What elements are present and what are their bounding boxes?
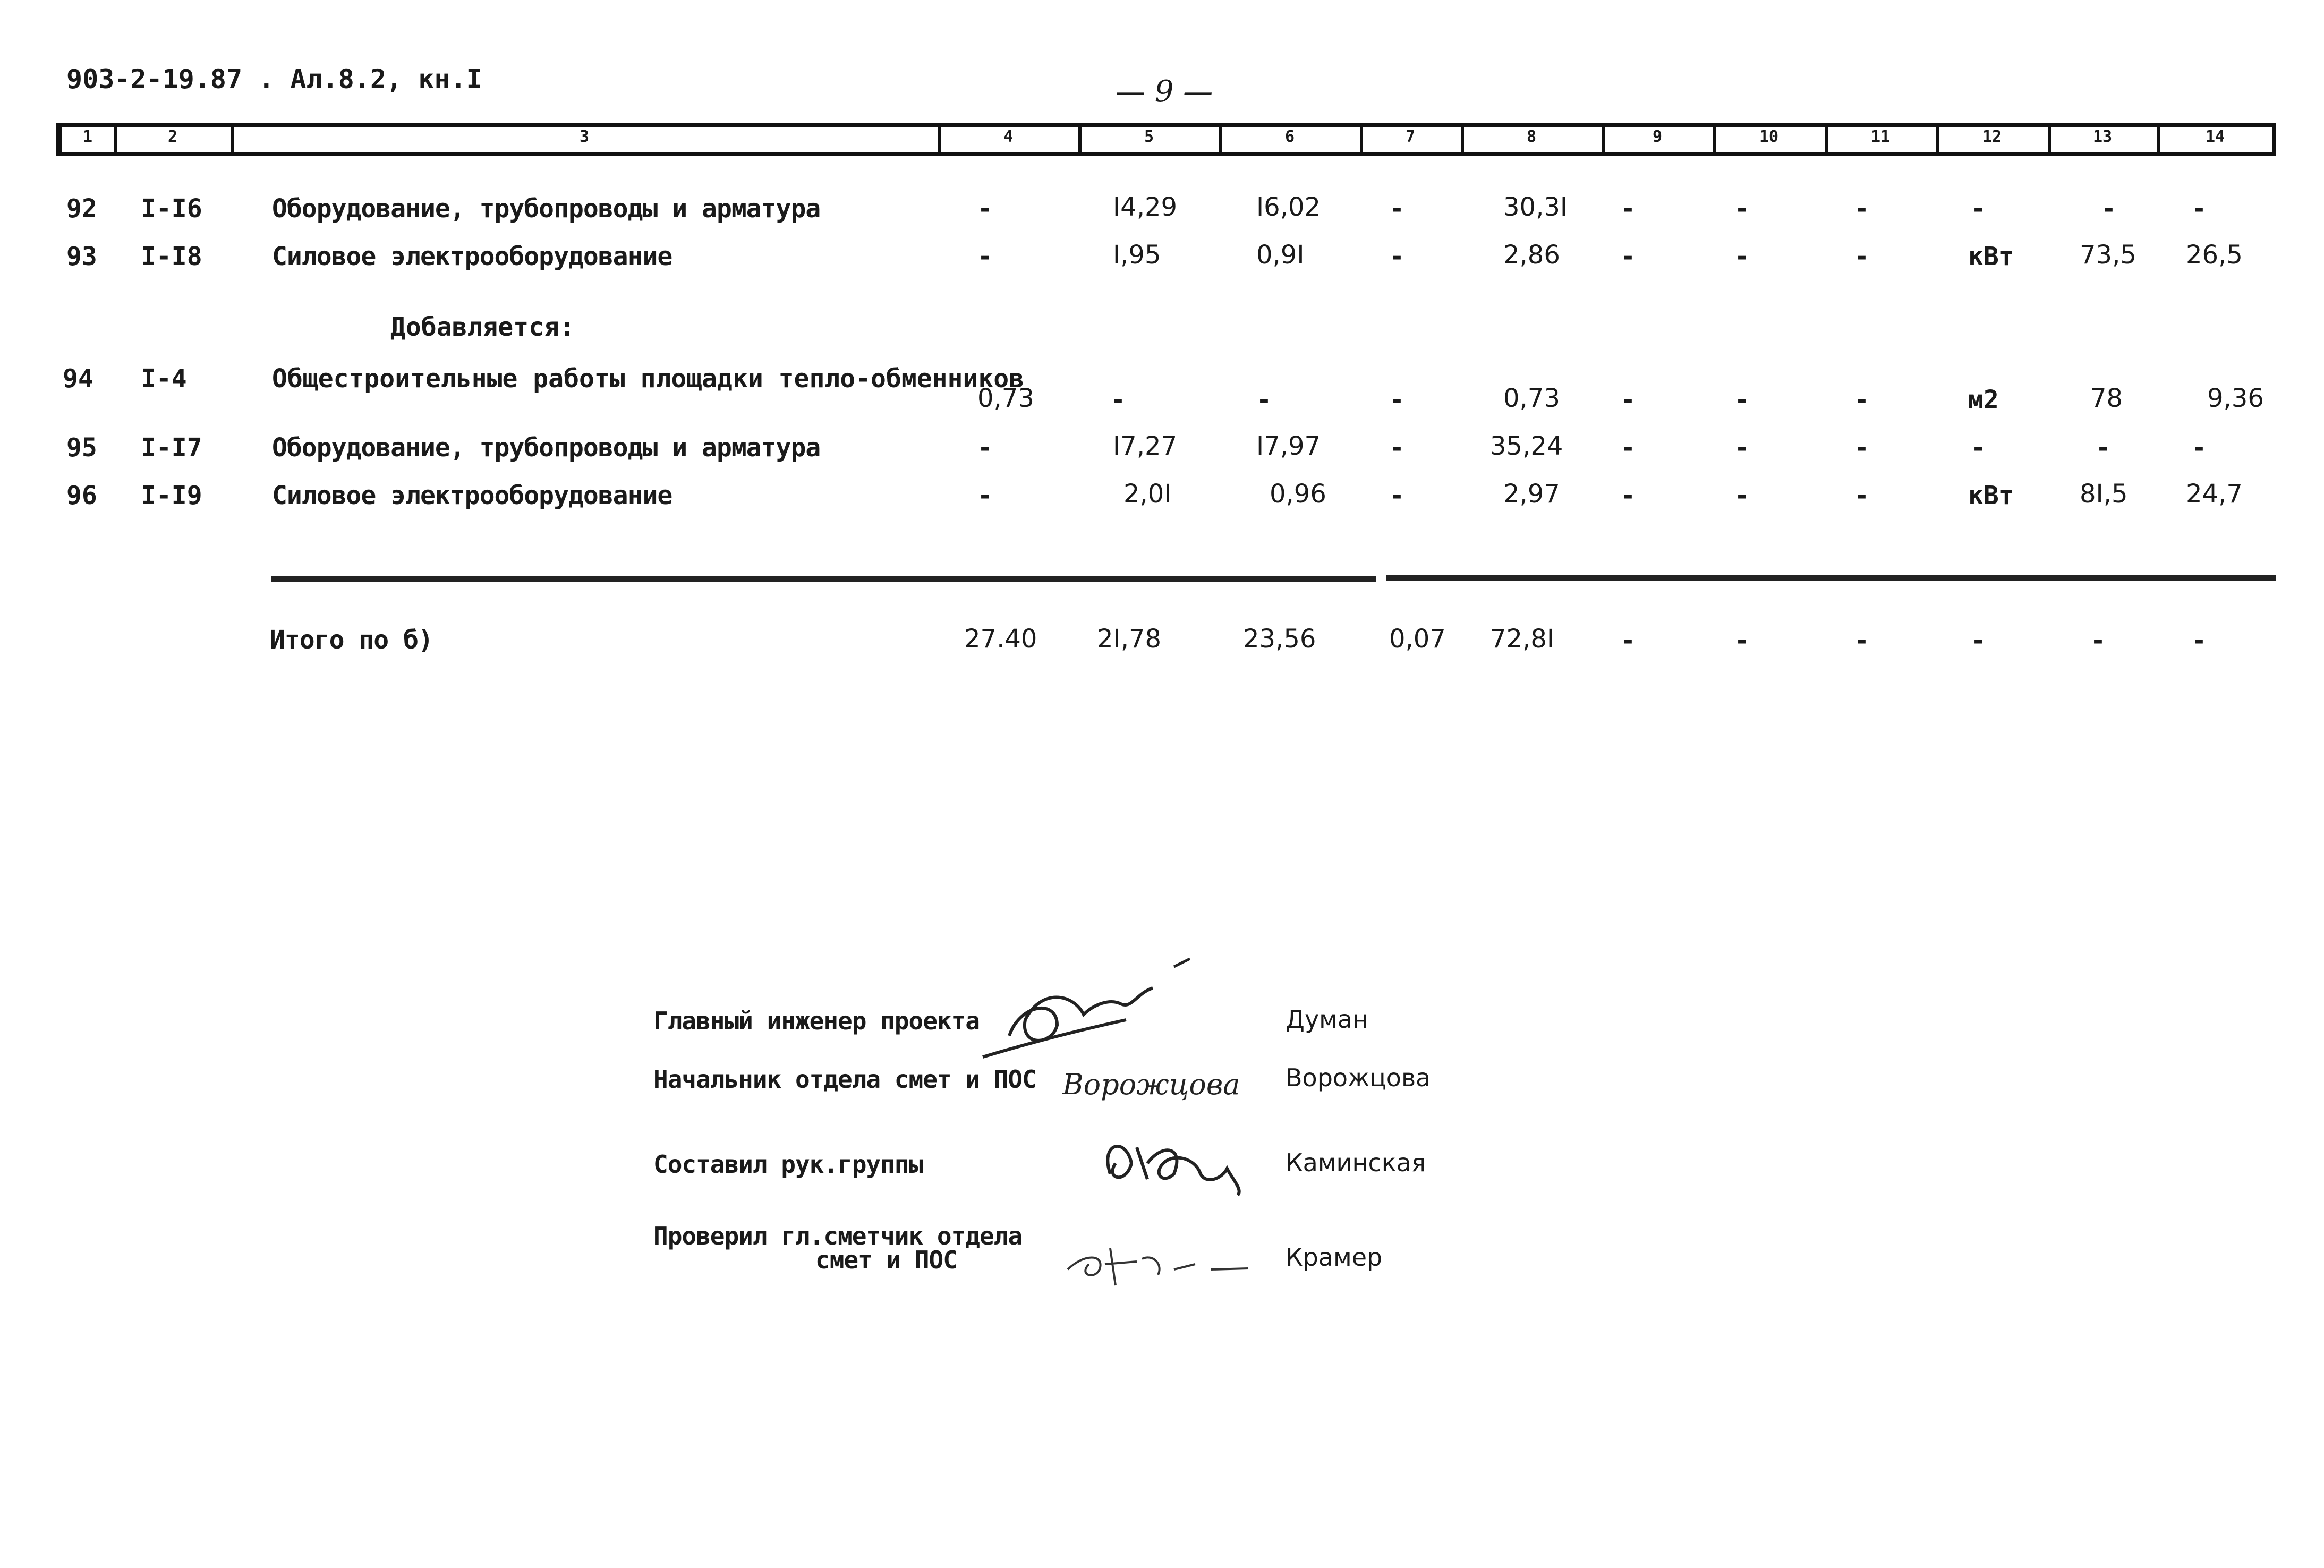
row-code: I-I8: [141, 242, 202, 271]
total-col9: -: [1620, 626, 1636, 655]
column-header-13: 13: [2092, 127, 2113, 146]
cell-col4: -: [977, 481, 993, 510]
total-col5: 2I,78: [1097, 624, 1162, 654]
cell-col13: -: [2096, 433, 2111, 463]
cell-col7: -: [1389, 433, 1404, 463]
cell-col10: -: [1734, 194, 1750, 224]
cell-col13: 73,5: [2080, 240, 2136, 270]
cell-col8: 0,73: [1503, 384, 1560, 413]
cell-col14: 26,5: [2186, 240, 2243, 270]
cell-col10: -: [1734, 433, 1750, 463]
column-header-1: 1: [82, 127, 93, 146]
handwritten-signature-4: [1057, 1232, 1259, 1291]
cell-col10: -: [1734, 481, 1750, 510]
total-col8: 72,8I: [1490, 624, 1555, 654]
page-number: — 9 —: [1116, 74, 1213, 109]
row-number: 94: [63, 364, 93, 394]
col-separator: [114, 123, 117, 156]
cell-col4: 0,73: [977, 384, 1034, 413]
column-header-7: 7: [1405, 127, 1416, 146]
cell-col11: -: [1854, 433, 1869, 463]
cell-col7: -: [1389, 242, 1404, 271]
section-subheading: Добавляется:: [390, 312, 575, 342]
cell-col9: -: [1620, 385, 1636, 415]
row-description: Силовое электрооборудование: [272, 242, 672, 271]
cell-col9: -: [1620, 194, 1636, 224]
row-number: 96: [66, 481, 97, 510]
cell-col14: 9,36: [2207, 384, 2264, 413]
cell-col4: -: [977, 433, 993, 463]
cell-col13: 8I,5: [2080, 479, 2128, 509]
cell-col6: I6,02: [1256, 192, 1321, 222]
column-header-9: 9: [1652, 127, 1663, 146]
cell-col9: -: [1620, 433, 1636, 463]
column-header-4: 4: [1003, 127, 1014, 146]
cell-col14: -: [2191, 194, 2207, 224]
column-header-14: 14: [2205, 127, 2225, 146]
signature-role-department-head: Начальник отдела смет и ПОС: [653, 1065, 1036, 1094]
col-separator: [1936, 123, 1939, 156]
col-separator: [1360, 123, 1363, 156]
signature-name-vorozhtsova: Ворожцова: [1286, 1063, 1431, 1092]
cell-col7: -: [1389, 385, 1404, 415]
col-separator: [2157, 123, 2160, 156]
col-separator: [231, 123, 234, 156]
cell-col5: -: [1110, 385, 1126, 415]
row-description: Оборудование, трубопроводы и арматура: [272, 194, 821, 224]
column-header-12: 12: [1982, 127, 2002, 146]
cell-col6: 0,9I: [1256, 240, 1305, 270]
row-description: Оборудование, трубопроводы и арматура: [272, 433, 821, 463]
row-code: I-I9: [141, 481, 202, 510]
cell-col5: 2,0I: [1123, 479, 1172, 509]
total-col4: 27.40: [964, 624, 1037, 654]
column-header-2: 2: [167, 127, 178, 146]
total-col7: 0,07: [1389, 624, 1446, 654]
cell-col13: 78: [2090, 384, 2123, 413]
signature-name-duman: Думан: [1286, 1005, 1369, 1034]
column-header-8: 8: [1526, 127, 1537, 146]
handwritten-signature-2: [1057, 1057, 1286, 1115]
cell-col5: I,95: [1113, 240, 1161, 270]
total-rule-left: [271, 576, 1376, 582]
row-code: I-I6: [141, 194, 202, 224]
column-header-11: 11: [1870, 127, 1891, 146]
col-separator: [1602, 123, 1605, 156]
cell-col8: 35,24: [1490, 431, 1563, 461]
cell-col10: -: [1734, 242, 1750, 271]
col-separator: [1825, 123, 1828, 156]
col-separator: [2048, 123, 2051, 156]
column-header-6: 6: [1284, 127, 1295, 146]
row-code: I-I7: [141, 433, 202, 463]
total-label: Итого по б): [270, 625, 433, 655]
total-col13: -: [2090, 626, 2106, 655]
cell-col10: -: [1734, 385, 1750, 415]
cell-col14: -: [2191, 433, 2207, 463]
cell-col13: -: [2101, 194, 2116, 224]
col-separator: [1078, 123, 1082, 156]
cell-col11: -: [1854, 194, 1869, 224]
cell-col6: I7,97: [1256, 431, 1321, 461]
cell-col6: -: [1256, 385, 1272, 415]
total-rule-right: [1386, 575, 2276, 581]
cell-col4: -: [977, 194, 993, 224]
cell-col11: -: [1854, 242, 1869, 271]
col-separator: [938, 123, 941, 156]
column-header-3: 3: [579, 127, 590, 146]
cell-col12: кВт: [1968, 242, 2014, 271]
total-col11: -: [1854, 626, 1869, 655]
cell-col8: 2,86: [1503, 240, 1560, 270]
handwritten-signature-3: [1094, 1131, 1264, 1200]
cell-col8: 2,97: [1503, 479, 1560, 509]
signature-name-kramer: Крамер: [1286, 1243, 1383, 1272]
col-separator: [1219, 123, 1222, 156]
column-header-10: 10: [1759, 127, 1779, 146]
cell-col11: -: [1854, 481, 1869, 510]
cell-col7: -: [1389, 481, 1404, 510]
svg-text:Ворожцова: Ворожцова: [1062, 1068, 1240, 1101]
total-col12: -: [1971, 626, 1986, 655]
col-separator: [1713, 123, 1716, 156]
cell-col4: -: [977, 242, 993, 271]
column-header-bar: [56, 123, 2276, 156]
cell-col11: -: [1854, 385, 1869, 415]
signature-name-kaminskaya: Каминская: [1286, 1148, 1426, 1177]
cell-col9: -: [1620, 242, 1636, 271]
cell-col5: I7,27: [1113, 431, 1178, 461]
cell-col12: -: [1971, 433, 1986, 463]
cell-col12: м2: [1968, 385, 1999, 415]
total-col14: -: [2191, 626, 2207, 655]
total-col6: 23,56: [1243, 624, 1316, 654]
row-number: 95: [66, 433, 97, 463]
col-separator: [1461, 123, 1464, 156]
document-code: 903-2-19.87 . Ал.8.2, кн.I: [66, 64, 482, 95]
signature-role-group-lead: Составил рук.группы: [653, 1150, 923, 1179]
row-code: I-4: [141, 364, 187, 394]
cell-col9: -: [1620, 481, 1636, 510]
cell-col12: -: [1971, 194, 1986, 224]
signature-role-chief-engineer: Главный инженер проекта: [653, 1007, 980, 1035]
row-number: 93: [66, 242, 97, 271]
cell-col7: -: [1389, 194, 1404, 224]
cell-col14: 24,7: [2186, 479, 2243, 509]
row-number: 92: [66, 194, 97, 224]
column-header-5: 5: [1144, 127, 1154, 146]
signature-role-chief-estimator-line2: смет и ПОС: [815, 1246, 957, 1274]
cell-col8: 30,3I: [1503, 192, 1568, 222]
handwritten-signature-1: [972, 956, 1211, 1073]
row-description: Силовое электрооборудование: [272, 481, 672, 510]
cell-col5: I4,29: [1113, 192, 1178, 222]
cell-col12: кВт: [1968, 481, 2014, 510]
signature-role-chief-estimator: Проверил гл.сметчик отдела: [653, 1222, 1023, 1250]
row-description: Общестроительные работы площадки тепло-обменников: [272, 364, 1025, 394]
cell-col6: 0,96: [1270, 479, 1326, 509]
total-col10: -: [1734, 626, 1750, 655]
